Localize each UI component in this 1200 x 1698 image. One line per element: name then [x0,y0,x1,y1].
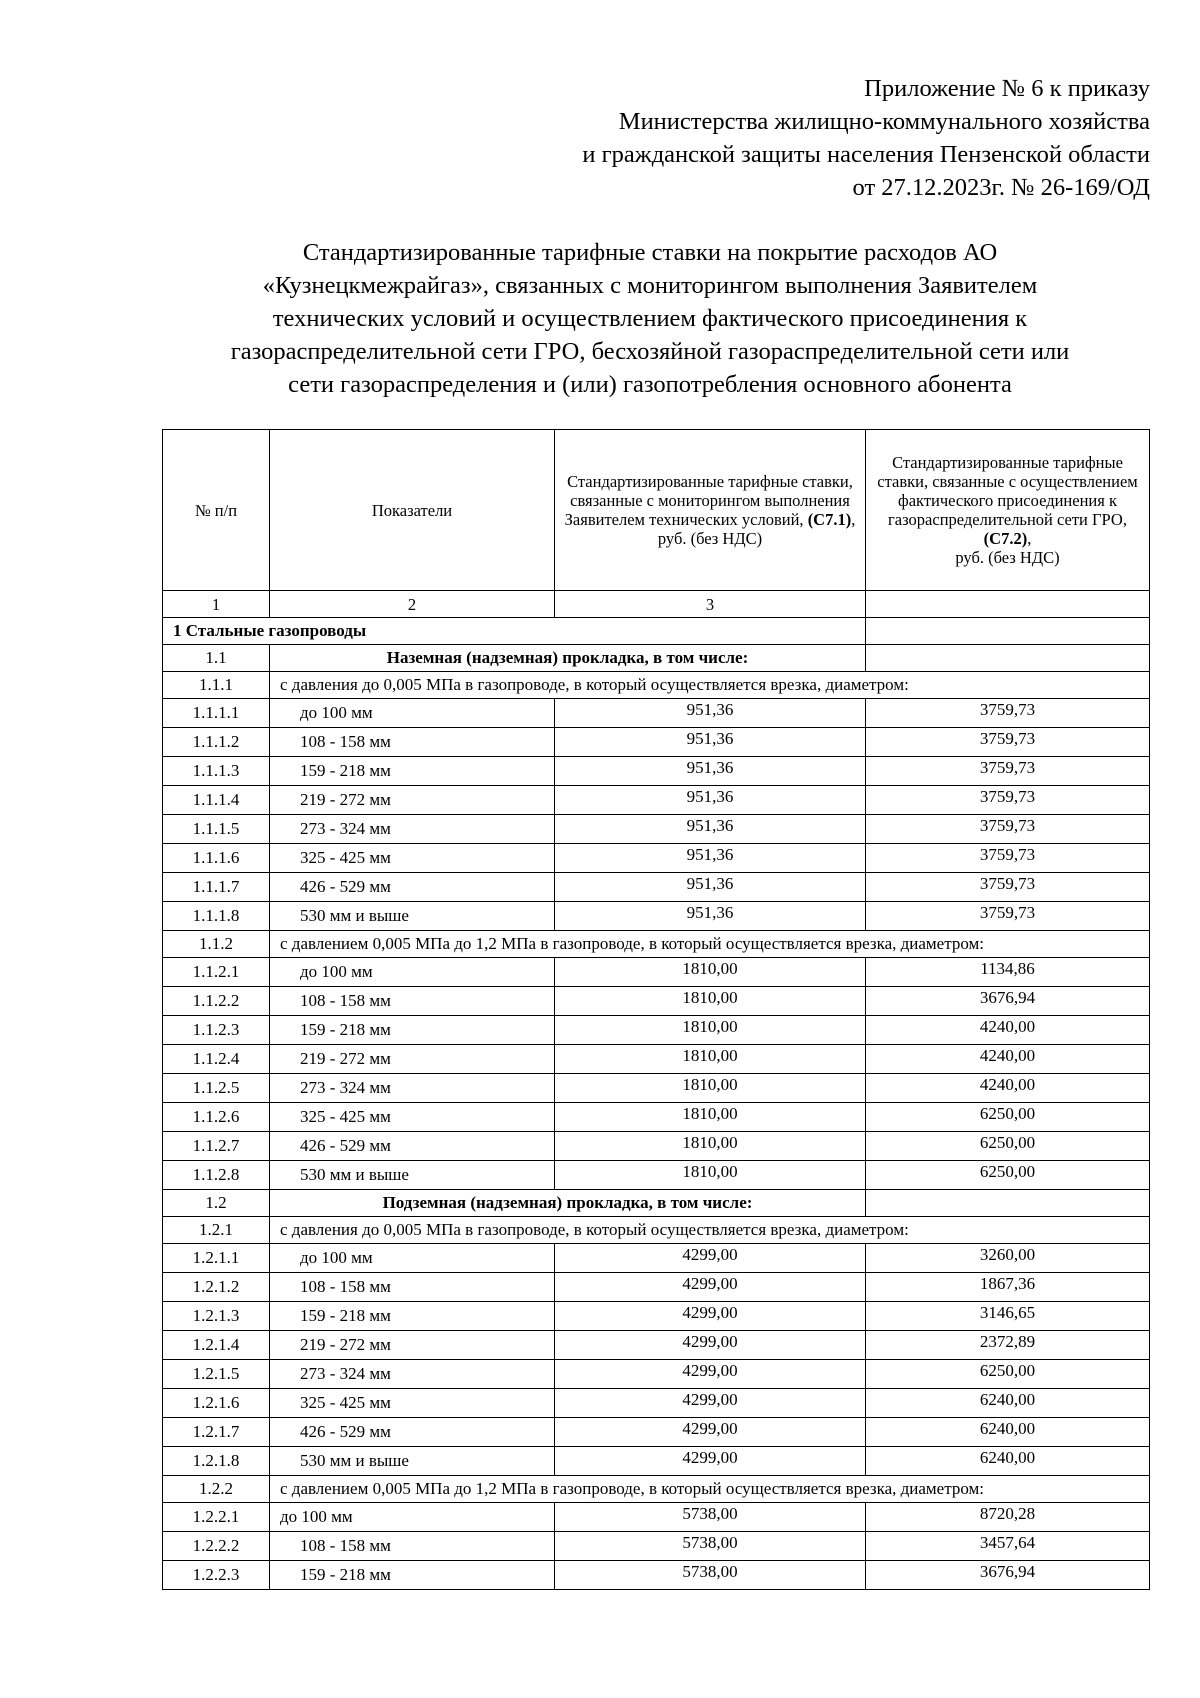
table-row-item [163,1132,1150,1161]
row-number: 1.1.1.8 [163,902,270,931]
rate-c72: 3676,94 [866,987,1150,1016]
rate-c72: 3759,73 [866,757,1150,786]
diameter-range: до 100 мм [270,958,555,987]
rate-c71: 4299,00 [555,1273,866,1302]
rate-c71: 4299,00 [555,1389,866,1418]
section-title: 1 Стальные газопроводы [163,618,866,645]
rate-c72: 3759,73 [866,728,1150,757]
table-row-group [163,672,1150,699]
column-number: 1 [163,591,270,618]
table-row-sub [163,1190,1150,1217]
title-line: «Кузнецкмежрайгаз», связанных с мониторингом выполнения Заявителем [262,272,1038,299]
order-reference [582,72,1150,204]
row-number: 1.2.2 [163,1476,270,1503]
group-description: с давлением 0,005 МПа до 1,2 МПа в газопроводе, в который осуществляется врезка, диаметром: [270,931,1150,958]
rate-c72: 2372,89 [866,1331,1150,1360]
row-number: 1.2.2.2 [163,1532,270,1561]
row-number: 1.2 [163,1190,270,1217]
row-number: 1.1.2.5 [163,1074,270,1103]
table-row-item [163,786,1150,815]
col-header-c71: Стандартизированные тарифные ставки, связанные с мониторингом выполнения Заявителем технических условий, (С7.1), руб. (без НДС) [555,430,866,591]
table-row-item [163,1360,1150,1389]
rate-c72: 3759,73 [866,902,1150,931]
rate-c71: 4299,00 [555,1447,866,1476]
diameter-range: 159 - 218 мм [270,1302,555,1331]
rate-c72: 1867,36 [866,1273,1150,1302]
rate-c71: 1810,00 [555,987,866,1016]
c71-text: Стандартизированные тарифные ставки, связанные с мониторингом выполнения Заявителем технических условий, [564,472,853,529]
col-header-number: № п/п [163,430,270,591]
column-numbering-row [163,591,1150,618]
table-row-item [163,1045,1150,1074]
diameter-range: 219 - 272 мм [270,1331,555,1360]
c72-unit: руб. (без НДС) [955,548,1060,567]
table-row-group [163,1476,1150,1503]
empty-cell [866,618,1150,645]
diameter-range: 108 - 158 мм [270,1532,555,1561]
row-number: 1.1 [163,645,270,672]
rate-c71: 4299,00 [555,1244,866,1273]
rate-c71: 1810,00 [555,1103,866,1132]
rate-c71: 951,36 [555,786,866,815]
rate-c71: 951,36 [555,699,866,728]
table-row-section [163,618,1150,645]
order-line: и гражданской защиты населения Пензенской области [582,141,1150,168]
rate-c72: 6250,00 [866,1103,1150,1132]
rate-c72: 3676,94 [866,1561,1150,1590]
diameter-range: 273 - 324 мм [270,1074,555,1103]
table-row-item [163,1503,1150,1532]
diameter-range: 108 - 158 мм [270,728,555,757]
rate-c72: 3759,73 [866,786,1150,815]
row-number: 1.1.1.5 [163,815,270,844]
table-row-item [163,1244,1150,1273]
diameter-range: 159 - 218 мм [270,1016,555,1045]
table-row-item [163,1389,1150,1418]
diameter-range: 530 мм и выше [270,1447,555,1476]
diameter-range: 426 - 529 мм [270,873,555,902]
rate-c72: 4240,00 [866,1074,1150,1103]
rate-c71: 951,36 [555,815,866,844]
row-number: 1.2.1 [163,1217,270,1244]
column-number: 2 [270,591,555,618]
table-row-item [163,1302,1150,1331]
rate-c71: 951,36 [555,757,866,786]
row-number: 1.2.1.2 [163,1273,270,1302]
rate-c71: 1810,00 [555,1161,866,1190]
table-row-item [163,1418,1150,1447]
column-number: 3 [555,591,866,618]
table-row-item [163,757,1150,786]
table-header-row [163,430,1150,591]
row-number: 1.1.2.4 [163,1045,270,1074]
row-number: 1.2.1.3 [163,1302,270,1331]
row-number: 1.1.2.3 [163,1016,270,1045]
row-number: 1.1.2.1 [163,958,270,987]
rate-c71: 4299,00 [555,1302,866,1331]
table-row-group [163,931,1150,958]
row-number: 1.2.1.8 [163,1447,270,1476]
diameter-range: 325 - 425 мм [270,1103,555,1132]
rate-c72: 6240,00 [866,1418,1150,1447]
group-description: с давления до 0,005 МПа в газопроводе, в который осуществляется врезка, диаметром: [270,672,1150,699]
table-row-item [163,1161,1150,1190]
order-line: Приложение № 6 к приказу [864,75,1150,102]
rate-c71: 951,36 [555,728,866,757]
rate-c72: 3759,73 [866,815,1150,844]
group-description: с давлением 0,005 МПа до 1,2 МПа в газопроводе, в который осуществляется врезка, диаметром: [270,1476,1150,1503]
table-row-item [163,987,1150,1016]
row-number: 1.2.1.5 [163,1360,270,1389]
diameter-range: 219 - 272 мм [270,786,555,815]
empty-cell [866,1190,1150,1217]
row-number: 1.2.2.3 [163,1561,270,1590]
group-description: с давления до 0,005 МПа в газопроводе, в который осуществляется врезка, диаметром: [270,1217,1150,1244]
diameter-range: 159 - 218 мм [270,1561,555,1590]
diameter-range: 426 - 529 мм [270,1418,555,1447]
c71-unit: руб. (без НДС) [657,529,763,548]
rate-c71: 1810,00 [555,1045,866,1074]
row-number: 1.1.1.2 [163,728,270,757]
diameter-range: 273 - 324 мм [270,1360,555,1389]
rate-c71: 5738,00 [555,1561,866,1590]
order-line: Министерства жилищно-коммунального хозяйства [618,108,1150,135]
rate-c71: 951,36 [555,844,866,873]
row-number: 1.1.2.7 [163,1132,270,1161]
col-header-c72: Стандартизированные тарифные ставки, связанные с осуществлением фактического присоединения к газораспределительной сети ГРО, (С7.2), руб. (без НДС) [866,430,1150,591]
subsection-title: Наземная (надземная) прокладка, в том числе: [270,645,866,672]
rate-c72: 3457,64 [866,1532,1150,1561]
title-line: Стандартизированные тарифные ставки на покрытие расходов АО [302,239,998,266]
table-row-item [163,1273,1150,1302]
c72-text: Стандартизированные тарифные ставки, связанные с осуществлением фактического присоединения к газораспределительной сети ГРО, [877,453,1138,529]
rate-c71: 1810,00 [555,958,866,987]
diameter-range: до 100 мм [270,1503,555,1532]
table-row-sub [163,645,1150,672]
rate-c71: 1810,00 [555,1132,866,1161]
rate-c72: 6240,00 [866,1389,1150,1418]
table-row-item [163,902,1150,931]
table-body [163,618,1150,1590]
diameter-range: 530 мм и выше [270,902,555,931]
table-row-group [163,1217,1150,1244]
rate-c71: 1810,00 [555,1016,866,1045]
table-row-item [163,1532,1150,1561]
rate-c72: 3146,65 [866,1302,1150,1331]
document-title [150,236,1150,401]
rate-c72: 1134,86 [866,958,1150,987]
row-number: 1.1.1.7 [163,873,270,902]
rate-c71: 1810,00 [555,1074,866,1103]
table-row-item [163,815,1150,844]
rate-c72: 4240,00 [866,1016,1150,1045]
row-number: 1.1.2.2 [163,987,270,1016]
table-row-item [163,958,1150,987]
row-number: 1.2.1.4 [163,1331,270,1360]
row-number: 1.2.2.1 [163,1503,270,1532]
rate-c72: 8720,28 [866,1503,1150,1532]
diameter-range: 426 - 529 мм [270,1132,555,1161]
column-number [866,591,1150,618]
row-number: 1.1.2.8 [163,1161,270,1190]
rate-c71: 5738,00 [555,1532,866,1561]
table-row-item [163,699,1150,728]
rate-c72: 3759,73 [866,844,1150,873]
table-row-item [163,1447,1150,1476]
diameter-range: 325 - 425 мм [270,1389,555,1418]
title-line: газораспределительной сети ГРО, бесхозяйной газораспределительной сети или [230,338,1070,365]
diameter-range: 530 мм и выше [270,1161,555,1190]
diameter-range: 159 - 218 мм [270,757,555,786]
rate-c71: 5738,00 [555,1503,866,1532]
table-row-item [163,1074,1150,1103]
title-line: технических условий и осуществлением фактического присоединения к [272,305,1028,332]
rate-c71: 4299,00 [555,1331,866,1360]
rate-c72: 3759,73 [866,699,1150,728]
diameter-range: до 100 мм [270,699,555,728]
row-number: 1.1.1.3 [163,757,270,786]
row-number: 1.1.2 [163,931,270,958]
diameter-range: 108 - 158 мм [270,1273,555,1302]
rate-c72: 4240,00 [866,1045,1150,1074]
row-number: 1.2.1.1 [163,1244,270,1273]
c71-code: (С7.1) [807,510,852,529]
subsection-title: Подземная (надземная) прокладка, в том числе: [270,1190,866,1217]
diameter-range: до 100 мм [270,1244,555,1273]
diameter-range: 273 - 324 мм [270,815,555,844]
diameter-range: 325 - 425 мм [270,844,555,873]
rate-c71: 951,36 [555,902,866,931]
table-row-item [163,728,1150,757]
empty-cell [866,645,1150,672]
col-header-indicators: Показатели [270,430,555,591]
rate-c72: 6250,00 [866,1360,1150,1389]
order-line: от 27.12.2023г. № 26-169/ОД [852,174,1150,201]
title-line: сети газораспределения и (или) газопотребления основного абонента [288,371,1012,398]
row-number: 1.2.1.6 [163,1389,270,1418]
table-row-item [163,1103,1150,1132]
rate-c72: 6240,00 [866,1447,1150,1476]
c72-code: (С7.2) [983,529,1028,548]
diameter-range: 219 - 272 мм [270,1045,555,1074]
table-row-item [163,1016,1150,1045]
rate-c71: 4299,00 [555,1418,866,1447]
rate-c71: 951,36 [555,873,866,902]
diameter-range: 108 - 158 мм [270,987,555,1016]
row-number: 1.1.1 [163,672,270,699]
table-row-item [163,844,1150,873]
row-number: 1.1.2.6 [163,1103,270,1132]
rate-c72: 3260,00 [866,1244,1150,1273]
row-number: 1.1.1.1 [163,699,270,728]
rate-c72: 6250,00 [866,1161,1150,1190]
row-number: 1.1.1.4 [163,786,270,815]
rate-c72: 3759,73 [866,873,1150,902]
table-row-item [163,1331,1150,1360]
table-row-item [163,1561,1150,1590]
row-number: 1.1.1.6 [163,844,270,873]
table-row-item [163,873,1150,902]
row-number: 1.2.1.7 [163,1418,270,1447]
rate-c71: 4299,00 [555,1360,866,1389]
rate-c72: 6250,00 [866,1132,1150,1161]
tariff-table [162,429,1150,1590]
